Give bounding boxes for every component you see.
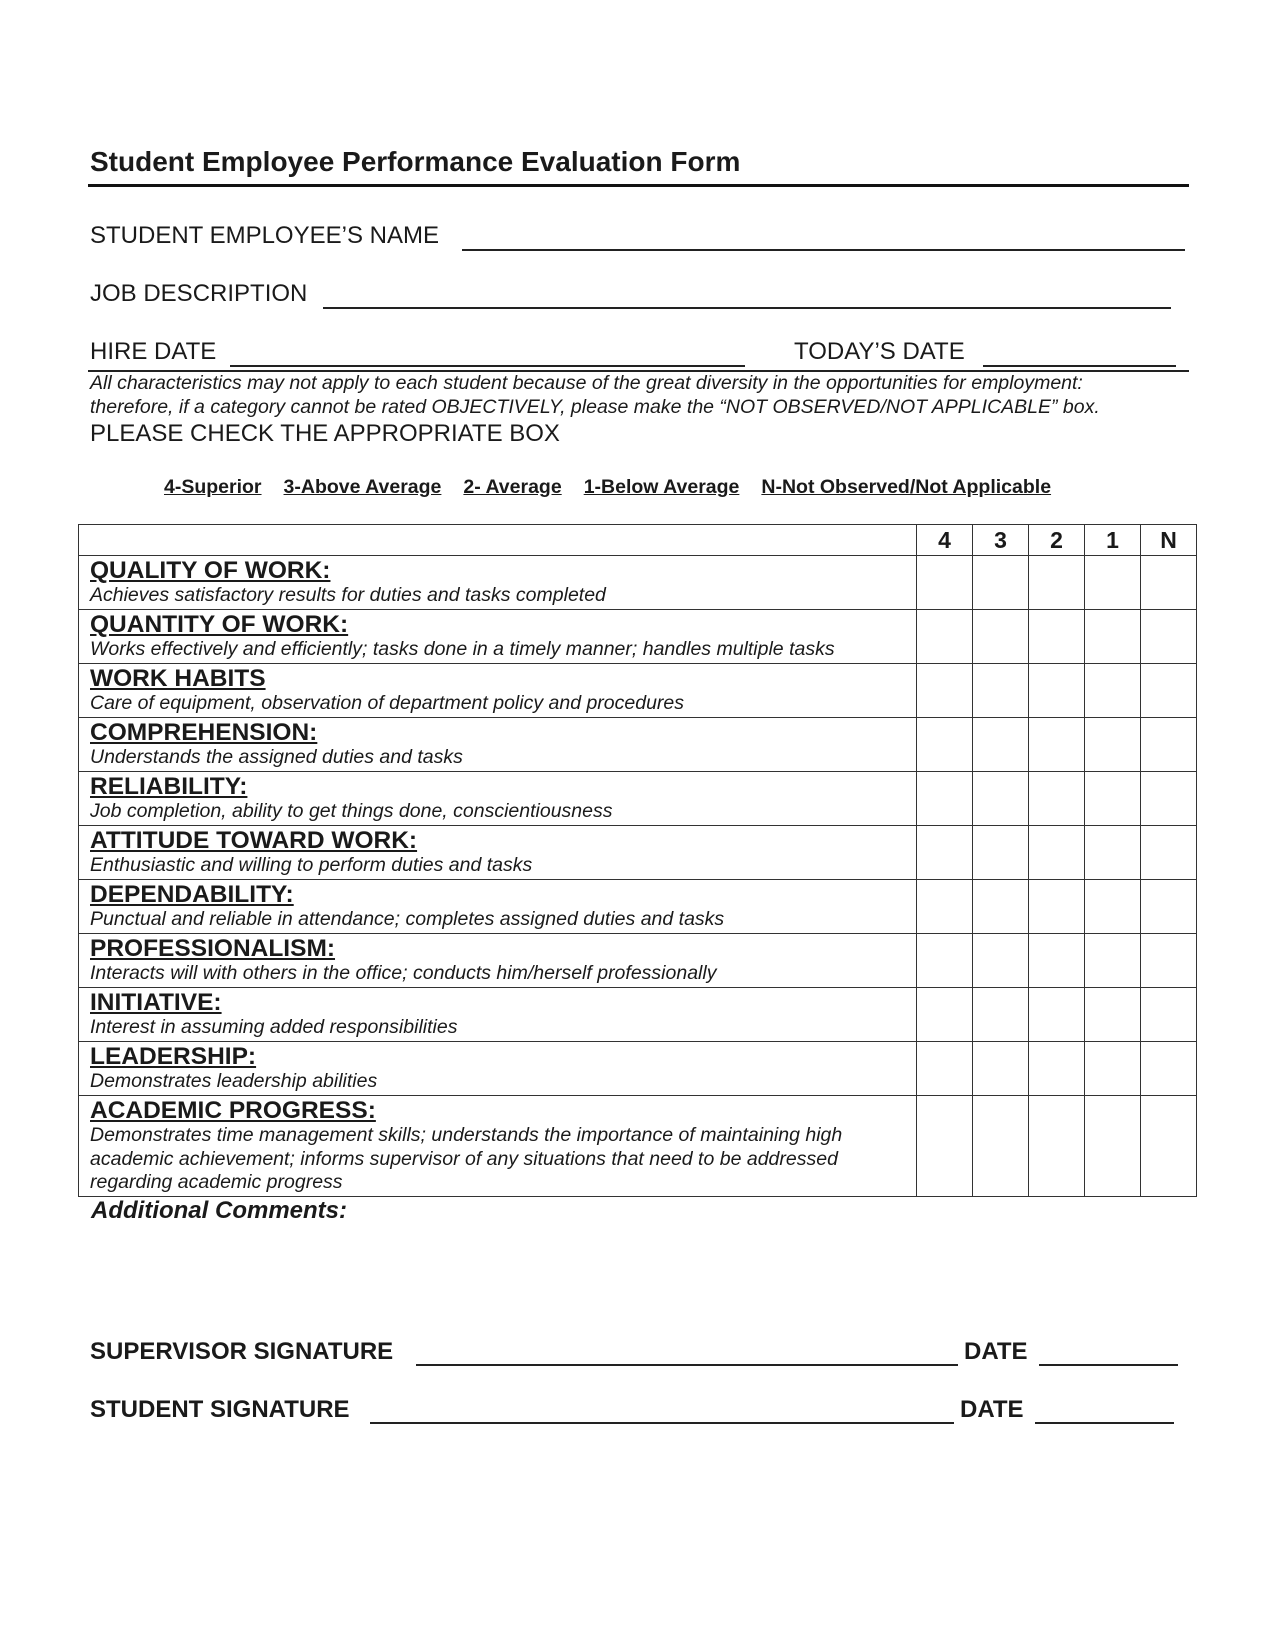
rating-box-3[interactable] [973,1096,1029,1197]
rating-box-4[interactable] [917,610,973,664]
rating-box-1[interactable] [1085,1096,1141,1197]
legend-item: 2- Average [463,476,562,498]
table-row [79,718,1197,772]
rating-box-n[interactable] [1141,1042,1197,1096]
criterion-description: Achieves satisfactory results for duties and tasks completed [90,584,606,606]
table-header-row [79,525,1197,556]
legend-item: 1-Below Average [583,476,740,498]
table-row [79,772,1197,826]
rating-box-2[interactable] [1029,1096,1085,1197]
rating-box-2[interactable] [1029,934,1085,988]
rating-box-1[interactable] [1085,718,1141,772]
criterion-cell [79,988,917,1042]
criterion-cell [79,1042,917,1096]
rating-box-n[interactable] [1141,610,1197,664]
rating-box-3[interactable] [973,664,1029,718]
rating-box-1[interactable] [1085,934,1141,988]
rating-box-4[interactable] [917,1096,973,1197]
criterion-cell [79,610,917,664]
additional-comments-area[interactable] [90,1232,1190,1312]
criterion-name: COMPREHENSION: [90,719,318,746]
hire-date-field[interactable] [230,365,745,367]
criterion-description: Understands the assigned duties and tasks [90,746,463,768]
check-instruction: PLEASE CHECK THE APPROPRIATE BOX [90,420,560,447]
criterion-name: LEADERSHIP: [90,1043,257,1070]
rating-box-n[interactable] [1141,664,1197,718]
criterion-name: ATTITUDE TOWARD WORK: [90,827,418,854]
rating-box-4[interactable] [917,718,973,772]
rating-box-3[interactable] [973,988,1029,1042]
criterion-description: Interacts will with others in the office; conducts him/herself professionally [90,962,717,984]
table-row [79,826,1197,880]
rating-box-2[interactable] [1029,556,1085,610]
criteria-header [79,525,917,556]
form-title: Student Employee Performance Evaluation Form [90,146,741,177]
rating-box-3[interactable] [973,556,1029,610]
rating-box-n[interactable] [1141,880,1197,934]
criterion-description: Punctual and reliable in attendance; completes assigned duties and tasks [90,908,725,930]
table-row [79,880,1197,934]
rating-box-3[interactable] [973,772,1029,826]
legend-item: 3-Above Average [283,476,442,498]
supervisor-date-field[interactable] [1039,1364,1178,1366]
student-date-label: DATE [960,1396,1024,1423]
rating-box-3[interactable] [973,1042,1029,1096]
rating-box-2[interactable] [1029,988,1085,1042]
job-description-label: JOB DESCRIPTION [90,280,308,307]
table-row [79,934,1197,988]
rating-box-3[interactable] [973,934,1029,988]
rating-box-3[interactable] [973,610,1029,664]
criterion-description: academic achievement; informs supervisor of any situations that need to be addressed [90,1147,838,1170]
rating-box-2[interactable] [1029,718,1085,772]
rating-box-1[interactable] [1085,610,1141,664]
rating-box-2[interactable] [1029,1042,1085,1096]
rating-box-2[interactable] [1029,664,1085,718]
table-row [79,1042,1197,1096]
legend-item: 4-Superior [164,476,262,498]
criterion-description: Demonstrates time management skills; understands the importance of maintaining high [90,1124,843,1146]
criterion-description: Interest in assuming added responsibilities [90,1016,458,1038]
student-signature-label: STUDENT SIGNATURE [90,1396,350,1423]
rating-box-3[interactable] [973,880,1029,934]
criterion-description: regarding academic progress [90,1171,343,1193]
supervisor-date-label: DATE [964,1338,1028,1365]
rating-box-n[interactable] [1141,934,1197,988]
column-header-2: 2 [1029,525,1085,556]
criterion-name: QUALITY OF WORK: [90,557,331,584]
rating-box-n[interactable] [1141,1096,1197,1197]
criterion-cell [79,934,917,988]
column-header-3: 3 [973,525,1029,556]
criterion-name: ACADEMIC PROGRESS: [90,1097,376,1124]
job-description-field[interactable] [323,307,1171,309]
rating-box-1[interactable] [1085,556,1141,610]
rating-box-4[interactable] [917,556,973,610]
instructions-note [90,372,1210,419]
rating-box-4[interactable] [917,934,973,988]
rating-box-n[interactable] [1141,826,1197,880]
table-row [79,556,1197,610]
rating-box-4[interactable] [917,826,973,880]
criterion-cell [79,880,917,934]
rating-box-4[interactable] [917,772,973,826]
criterion-description: Job completion, ability to get things done, conscientiousness [90,800,613,822]
criterion-cell [79,718,917,772]
rating-box-3[interactable] [973,826,1029,880]
rating-box-2[interactable] [1029,880,1085,934]
todays-date-label: TODAY’S DATE [794,338,965,365]
rating-box-3[interactable] [973,718,1029,772]
criterion-name: INITIATIVE: [90,989,222,1016]
rating-box-1[interactable] [1085,880,1141,934]
todays-date-field[interactable] [983,365,1176,367]
criterion-description: Works effectively and efficiently; tasks done in a timely manner; handles multiple tasks [90,638,835,660]
column-header-4: 4 [917,525,973,556]
criterion-name: RELIABILITY: [90,773,248,800]
criterion-cell [79,772,917,826]
note-line: All characteristics may not apply to each student because of the great diversity in the opportunities for employment: [90,372,1083,394]
criterion-name: DEPENDABILITY: [90,881,294,908]
additional-comments-label: Additional Comments: [91,1197,347,1224]
supervisor-signature-field[interactable] [416,1364,958,1366]
rating-box-1[interactable] [1085,664,1141,718]
criterion-cell [79,664,917,718]
criterion-cell [79,826,917,880]
criterion-name: WORK HABITS [90,665,266,692]
rating-box-n[interactable] [1141,988,1197,1042]
criterion-cell [79,1096,917,1197]
legend-item: N-Not Observed/Not Applicable [761,476,1052,498]
column-header-1: 1 [1085,525,1141,556]
table-row [79,1096,1197,1197]
rating-box-4[interactable] [917,880,973,934]
hire-date-label: HIRE DATE [90,338,217,365]
ratings-table [78,524,1197,1197]
supervisor-signature-label: SUPERVISOR SIGNATURE [90,1338,394,1365]
rating-box-1[interactable] [1085,826,1141,880]
criterion-name: PROFESSIONALISM: [90,935,336,962]
table-row [79,610,1197,664]
student-signature-field[interactable] [370,1422,954,1424]
rating-box-n[interactable] [1141,772,1197,826]
rating-box-2[interactable] [1029,826,1085,880]
rating-box-4[interactable] [917,988,973,1042]
rating-box-n[interactable] [1141,556,1197,610]
rating-legend [164,476,1051,499]
criterion-description: Care of equipment, observation of department policy and procedures [90,692,685,714]
criterion-description: Enthusiastic and willing to perform duties and tasks [90,854,533,876]
rating-box-4[interactable] [917,664,973,718]
rating-box-2[interactable] [1029,772,1085,826]
note-line: therefore, if a category cannot be rated OBJECTIVELY, please make the “NOT OBSERVED/NOT APPLICABLE” box. [90,395,1100,418]
criterion-name: QUANTITY OF WORK: [90,611,349,638]
rating-box-1[interactable] [1085,1042,1141,1096]
student-date-field[interactable] [1035,1422,1174,1424]
title-underline [88,184,1189,187]
rating-box-1[interactable] [1085,988,1141,1042]
table-row [79,988,1197,1042]
column-header-n: N [1141,525,1197,556]
criterion-description: Demonstrates leadership abilities [90,1070,378,1092]
table-row [79,664,1197,718]
rating-box-2[interactable] [1029,610,1085,664]
rating-box-1[interactable] [1085,772,1141,826]
student-name-field[interactable] [462,249,1185,251]
rating-box-n[interactable] [1141,718,1197,772]
student-name-label: STUDENT EMPLOYEE’S NAME [90,222,439,249]
rating-box-4[interactable] [917,1042,973,1096]
criterion-cell [79,556,917,610]
